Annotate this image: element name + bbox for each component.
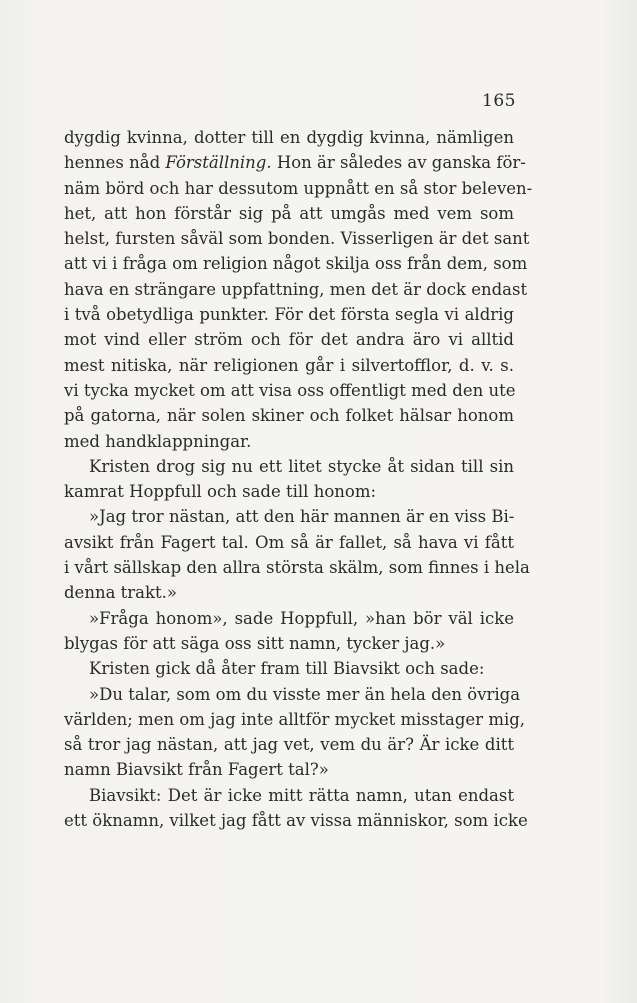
- line-text: så tror jag nästan, att jag vet, vem du är? Är icke ditt: [64, 735, 514, 755]
- text-line: [64, 479, 514, 504]
- line-text: kamrat Hoppfull och sade till honom:: [64, 482, 377, 502]
- line-text: på gatorna, när solen skiner och folket hälsar honom: [64, 406, 514, 426]
- line-text: »Fråga honom», sade Hoppfull, »han bör väl icke: [89, 608, 514, 628]
- line-text: i två obetydliga punkter. För det första segla vi aldrig: [64, 305, 514, 325]
- text-line: [64, 732, 514, 757]
- line-text-pre: hennes nåd: [64, 153, 166, 173]
- text-line: [64, 707, 526, 732]
- text-line: [64, 150, 526, 175]
- body-text: [64, 125, 533, 833]
- line-text: »Jag tror nästan, att den här mannen är en viss Bi-: [89, 507, 515, 527]
- line-text: Kristen drog sig nu ett litet stycke åt sidan till sin: [89, 456, 514, 476]
- text-line: [64, 580, 514, 605]
- text-line: [64, 125, 514, 150]
- text-line: [64, 631, 514, 656]
- line-text: ett öknamn, vilket jag fått av vissa människor, som icke: [64, 811, 528, 831]
- text-line: [64, 606, 514, 631]
- line-text: avsikt från Fagert tal. Om så är fallet, så hava vi fått: [64, 532, 514, 552]
- text-line: [64, 378, 514, 403]
- text-line: [64, 757, 514, 782]
- text-line: [64, 251, 528, 276]
- line-text: blygas för att säga oss sitt namn, tycker jag.»: [64, 633, 446, 653]
- line-text: het, att hon förstår sig på att umgås med vem som: [64, 203, 514, 223]
- text-line: [64, 277, 528, 302]
- text-line: [64, 530, 514, 555]
- text-line: [64, 504, 514, 529]
- text-line: [64, 808, 528, 833]
- line-text: Biavsikt: Det är icke mitt rätta namn, utan endast: [89, 785, 514, 805]
- page-number: 165: [482, 91, 516, 111]
- line-text: att vi i fråga om religion något skilja oss från dem, som: [64, 254, 528, 274]
- line-text: näm börd och har dessutom uppnått en så stor beleven-: [64, 178, 533, 198]
- text-line: [64, 176, 533, 201]
- line-text: namn Biavsikt från Fagert tal?»: [64, 760, 329, 780]
- line-text: dygdig kvinna, dotter till en dygdig kvinna, nämligen: [64, 128, 514, 147]
- line-text: mot vind eller ström och för det andra äro vi alltid: [64, 330, 514, 350]
- text-line: [64, 226, 530, 251]
- text-line: [64, 302, 514, 327]
- text-line: [64, 327, 514, 352]
- line-text: mest nitiska, när religionen går i silvertofflor, d. v. s.: [64, 355, 514, 375]
- line-text: »Du talar, som om du visste mer än hela den övriga: [89, 684, 521, 704]
- text-line: [64, 783, 514, 808]
- text-line: [64, 682, 521, 707]
- line-text: Kristen gick då åter fram till Biavsikt och sade:: [89, 659, 485, 679]
- text-line: [64, 403, 514, 428]
- text-line: [64, 555, 530, 580]
- text-line: [64, 429, 514, 454]
- line-text: världen; men om jag inte alltför mycket misstager mig,: [64, 709, 526, 729]
- text-line: [64, 353, 514, 378]
- line-text: vi tycka mycket om att visa oss offentligt med den ute: [64, 380, 516, 400]
- line-text-post: Hon är således av ganska för-: [271, 153, 526, 173]
- line-text: helst, fursten såväl som bonden. Visserligen är det sant: [64, 229, 530, 249]
- line-text: denna trakt.»: [64, 583, 177, 603]
- text-line: [64, 201, 514, 226]
- text-line: [64, 454, 514, 479]
- italic-name: Förställning.: [165, 153, 272, 173]
- line-text: hava en strängare uppfattning, men det är dock endast: [64, 279, 528, 299]
- line-text: med handklappningar.: [64, 431, 252, 451]
- line-text: i vårt sällskap den allra största skälm, som finnes i hela: [64, 558, 530, 578]
- text-line: [64, 656, 514, 681]
